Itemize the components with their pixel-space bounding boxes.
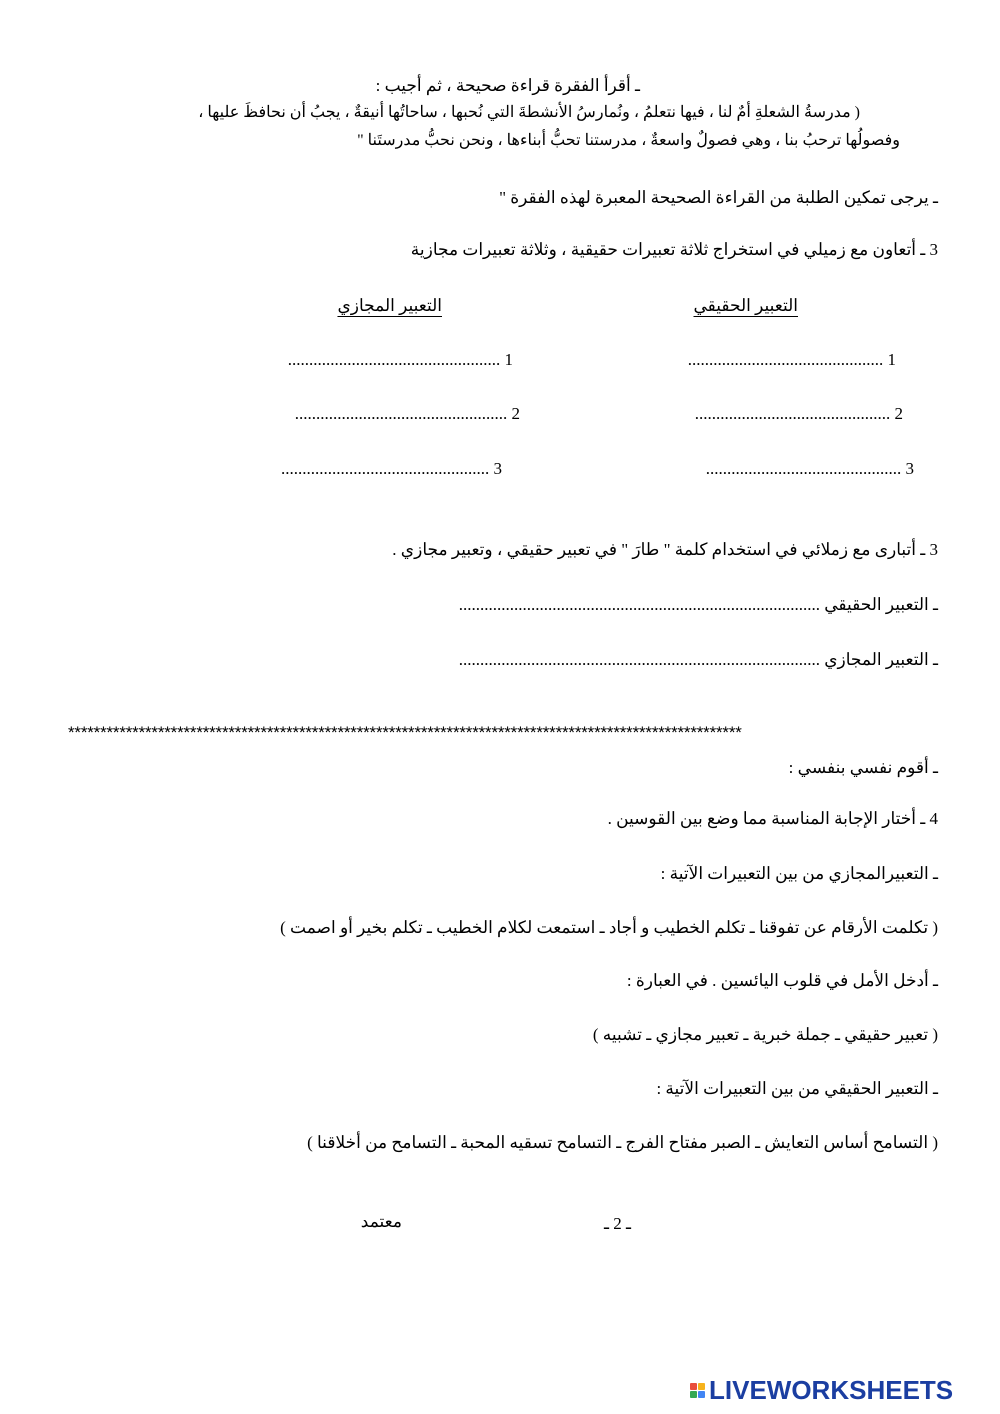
- exercise-3a-title: 3 ـ أتعاون مع زميلي في استخراج ثلاثة تعبيرات حقيقية ، وثلاثة تعبيرات مجازية: [410, 240, 938, 259]
- exercise-3b-figurative-line[interactable]: ـ التعبير المجازي .....................................................................................: [458, 650, 938, 669]
- logo-square-2: [698, 1383, 705, 1390]
- exercise-3b-title: 3 ـ أتبارى مع زملائي في استخدام كلمة " طارَ " في تعبير حقيقي ، وتعبير مجازي .: [392, 540, 938, 559]
- reading-instruction: ـ أقرأ الفقرة قراءة صحيحة ، ثم أجيب :: [375, 76, 640, 95]
- logo-square-3: [690, 1391, 697, 1398]
- column-header-figurative: التعبير المجازي: [337, 296, 442, 315]
- logo-grid-icon: [690, 1383, 705, 1398]
- asterisk-separator: *********************************************************************************************************: [68, 723, 742, 742]
- question-3-options[interactable]: ( التسامح أساس التعايش ـ الصبر مفتاح الفرج ـ التسامح تسقيه المحبة ـ التسامح من أخلاقنا ): [307, 1133, 938, 1152]
- approved-label: معتمد: [360, 1212, 402, 1231]
- logo-square-1: [690, 1383, 697, 1390]
- teacher-note: ـ يرجى تمكين الطلبة من القراءة الصحيحة المعبرة لهذه الفقرة ": [499, 188, 938, 207]
- figurative-answer-row-3[interactable]: 3 .................................................: [281, 459, 502, 478]
- exercise-3b-real-line[interactable]: ـ التعبير الحقيقي .....................................................................................: [458, 595, 938, 614]
- question-1-options[interactable]: ( تكلمت الأرقام عن تفوقنا ـ تكلم الخطيب و أجاد ـ استمعت لكلام الخطيب ـ تكلم بخير أو اصمت ): [280, 918, 938, 937]
- figurative-answer-row-1[interactable]: 1 ..................................................: [287, 350, 513, 369]
- question-1-prompt: ـ التعبيرالمجازي من بين التعبيرات الآتية :: [660, 864, 938, 883]
- paragraph-line-1: ( مدرسةُ الشعلةِ أمٌ لنا ، فيها نتعلمُ ، ونُمارسُ الأنشطةَ التي نُحبها ، ساحاتُها أنيقةٌ ، يجبُ أن نحافظَ عليها ،: [198, 104, 860, 121]
- real-answer-row-1[interactable]: 1 ..............................................: [687, 350, 896, 369]
- column-header-real: التعبير الحقيقي: [693, 296, 798, 315]
- question-2-options[interactable]: ( تعبير حقيقي ـ جملة خبرية ـ تعبير مجازي ـ تشبيه ): [592, 1025, 938, 1044]
- logo-square-4: [698, 1391, 705, 1398]
- figurative-answer-row-2[interactable]: 2 ..................................................: [294, 404, 520, 423]
- paragraph-line-2: وفصولُها ترحبُ بنا ، وهي فصولٌ واسعةٌ ، مدرستنا تحبُّ أبناءها ، ونحن نحبُّ مدرستَنا ": [357, 132, 900, 149]
- real-answer-row-3[interactable]: 3 ..............................................: [705, 459, 914, 478]
- real-answer-row-2[interactable]: 2 ..............................................: [694, 404, 903, 423]
- question-3-prompt: ـ التعبير الحقيقي من بين التعبيرات الآتية :: [656, 1079, 938, 1098]
- logo-text: LIVEWORKSHEETS: [709, 1374, 954, 1405]
- question-2-prompt: ـ أدخل الأمل في قلوب اليائسين . في العبارة :: [626, 971, 938, 990]
- liveworksheets-logo: [690, 1375, 953, 1405]
- question-4-title: 4 ـ أختار الإجابة المناسبة مما وضع بين القوسين .: [607, 809, 938, 828]
- page-number: ـ 2 ـ: [604, 1214, 631, 1233]
- self-assessment-heading: ـ أقوم نفسي بنفسي :: [788, 758, 938, 777]
